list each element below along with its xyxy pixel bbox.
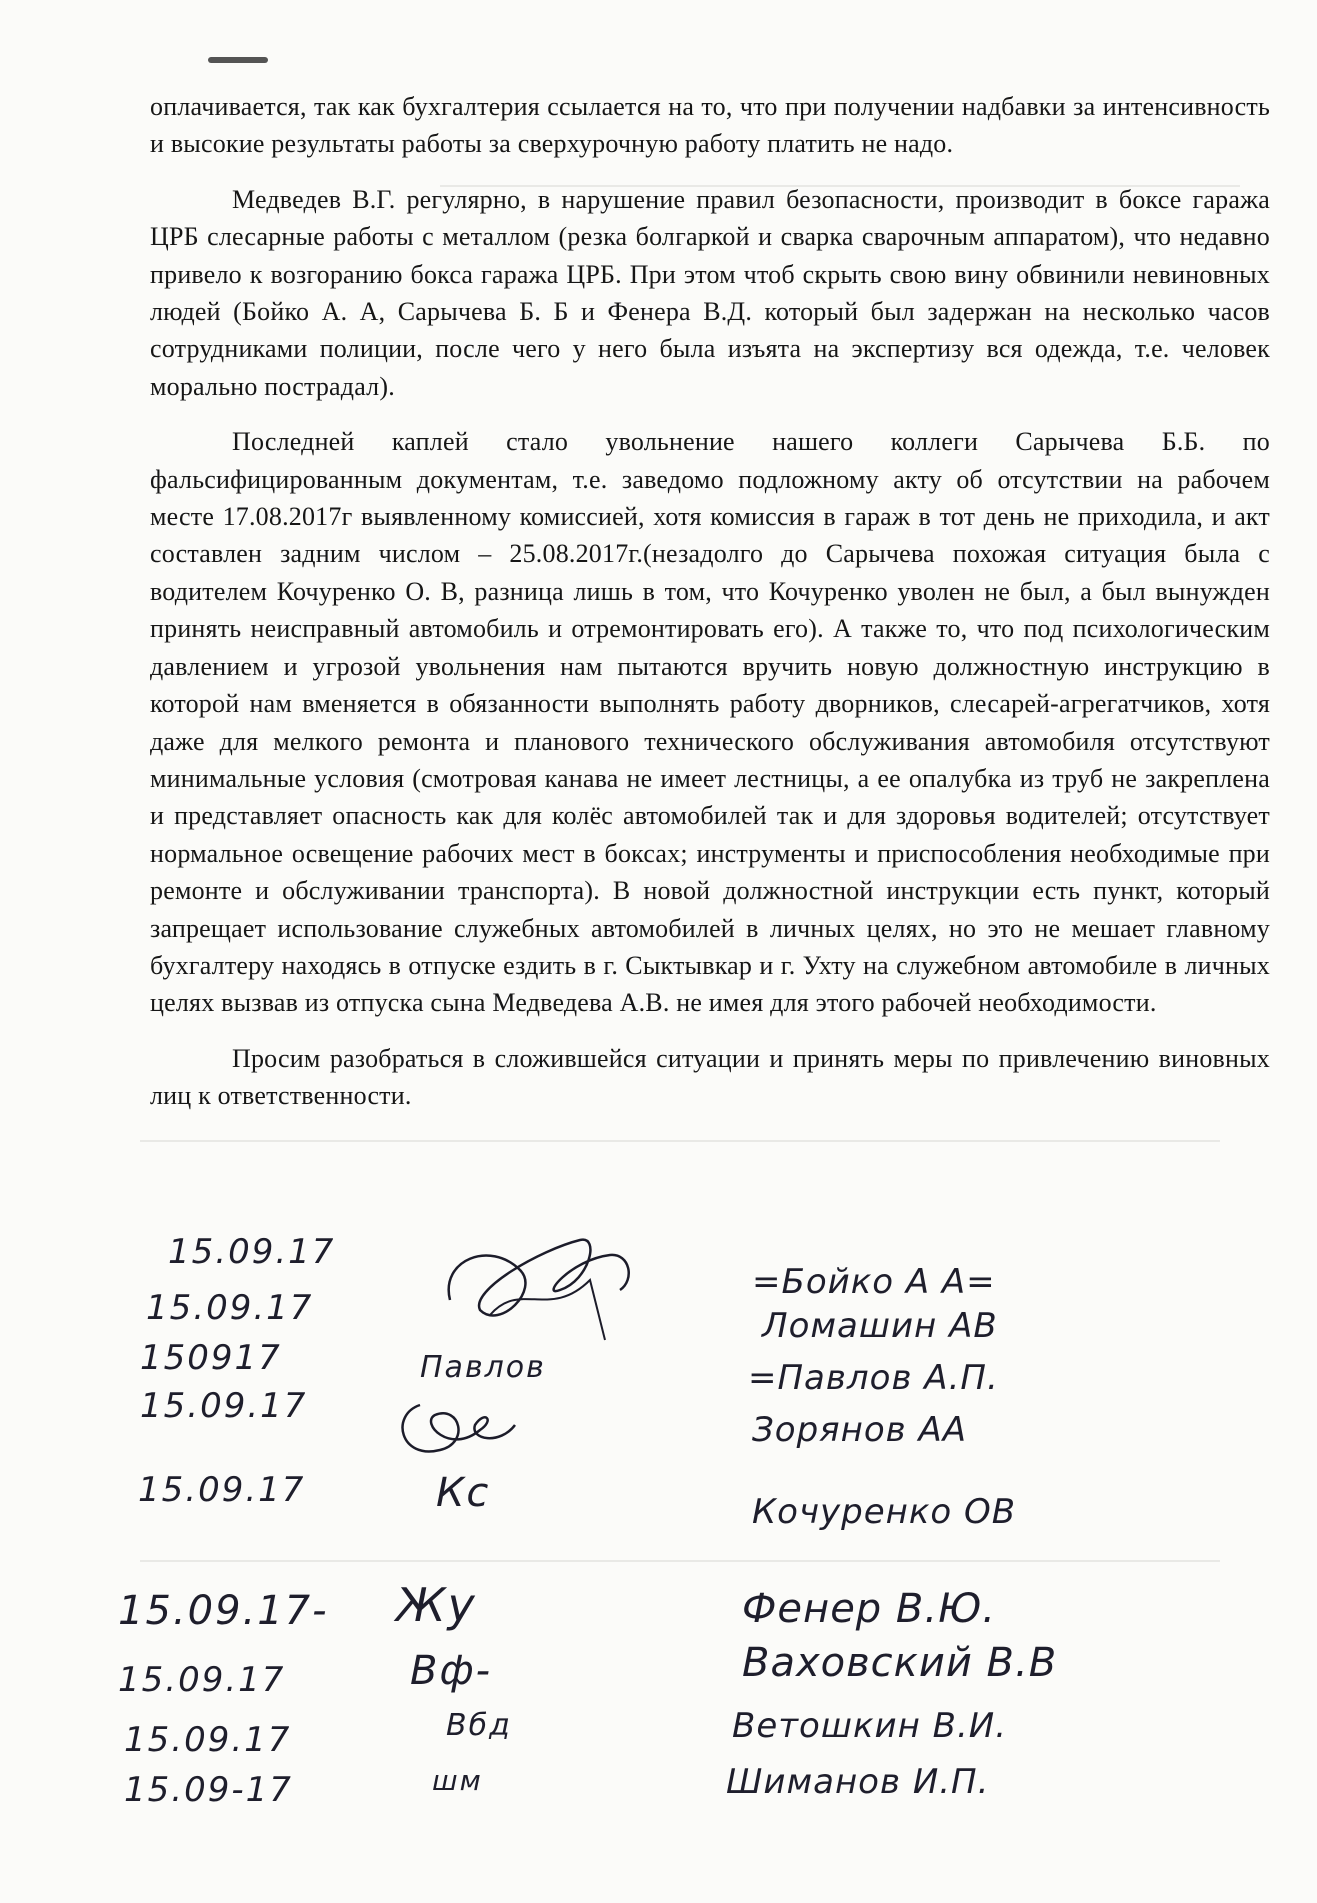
bleed-through-line: [140, 1560, 1220, 1562]
paragraph-dismissal: Последней каплей стало увольнение нашего коллеги Сарычева Б.Б. по фальсифицированным документам, т.е. заведомо подложному акту об отсутствии на рабочем месте 17.08.2017г выявленному комиссией, хотя комиссия в гараж в тот день не приходила, и акт составлен задним числом – 25.08.2017г.(незадолго до Сарычева похожая ситуация была с водителем Кочуренко О. В, разница лишь в том, что Кочуренко уволен не был, а был вынужден принять неисправный автомобиль и отремонтировать его). А также то, что под психологическим давлением и угрозой увольнения нам пытаются вручить новую должностную инструкцию в которой нам вменяется в обязанности выполнять работу дворников, слесарей-агрегатчиков, хотя даже для мелкого ремонта и планового технического обслуживания автомобиля отсутствуют минимальные условия (смотровая канава не имеет лестницы, а ее опалубка из труб не закреплена и представляет опасность как для колёс автомобилей так и для здоровья водителей; отсутствует нормальное освещение рабочих мест в боксах; инструменты и приспособления необходимые при ремонте и обслуживании транспорта). В новой должностной инструкции есть пункт, который запрещает использование служебных автомобилей в личных целях, но это не мешает главному бухгалтеру находясь в отпуске ездить в г. Сыктывкар и г. Ухту на служебном автомобиле в личных целях вызвав из отпуска сына Медведева А.В. не имея для этого рабочей необходимости.: [150, 427, 1270, 1018]
scan-artifact: [208, 57, 268, 63]
signatory-name: Шиманов И.П.: [726, 1762, 990, 1802]
signature-scribble: [430, 1220, 650, 1350]
signatory-name: =Павлов А.П.: [748, 1358, 999, 1398]
paragraph-request: Просим разобраться в сложившейся ситуации и принять меры по привлечению виновных лиц к ответственности.: [150, 1043, 1270, 1111]
signature-date: 15.09.17-: [118, 1588, 329, 1634]
signatory-name: Фенер В.Ю.: [742, 1586, 996, 1632]
paragraph-continuation: оплачивается, так как бухгалтерия ссылается на то, что при получении надбавки за интенсивность и высокие результаты работы за сверхурочную работу платить не надо.: [150, 92, 1270, 159]
signature-date: 15.09.17: [118, 1660, 286, 1700]
signature-word: Кс: [436, 1470, 491, 1516]
signature-word: шм: [432, 1764, 483, 1797]
signature-date: 15.09.17: [168, 1232, 336, 1272]
signature-word: Вф-: [410, 1648, 493, 1694]
bleed-through-line: [140, 1140, 1220, 1142]
signature-word: Вбд: [446, 1708, 512, 1743]
signatory-name: Кочуренко ОВ: [752, 1492, 1017, 1532]
signature-date: 15.09.17: [124, 1720, 292, 1760]
signature-date: 150917: [140, 1338, 282, 1378]
signature-date: 15.09-17: [124, 1770, 293, 1810]
signature-date: 15.09.17: [146, 1288, 314, 1328]
signature-word: Жу: [396, 1578, 477, 1632]
signatory-name: Зорянов АА: [752, 1410, 968, 1450]
signature-word: Павлов: [420, 1350, 546, 1385]
letter-body: [150, 88, 1270, 1115]
signatory-name: =Бойко А А=: [752, 1262, 996, 1302]
paragraph-medvedev: Медведев В.Г. регулярно, в нарушение правил безопасности, производит в боксе гаража ЦРБ слесарные работы с металлом (резка болгаркой и сварка сварочным аппаратом), что недавно привело к возгоранию бокса гаража ЦРБ. При этом чтоб скрыть свою вину обвинили невиновных людей (Бойко А. А, Сарычева Б. Б и Фенера В.Д. который был задержан на несколько часов сотрудниками полиции, после чего у него была изъята на экспертизу вся одежда, т.е. человек морально пострадал).: [150, 184, 1270, 401]
signatory-name: Ветошкин В.И.: [732, 1706, 1008, 1746]
signature-date: 15.09.17: [138, 1470, 306, 1510]
signatory-name: Ломашин АВ: [762, 1306, 998, 1346]
signature-scribble: [390, 1385, 530, 1465]
signature-date: 15.09.17: [140, 1386, 308, 1426]
signatory-name: Ваховский В.В: [742, 1640, 1058, 1686]
